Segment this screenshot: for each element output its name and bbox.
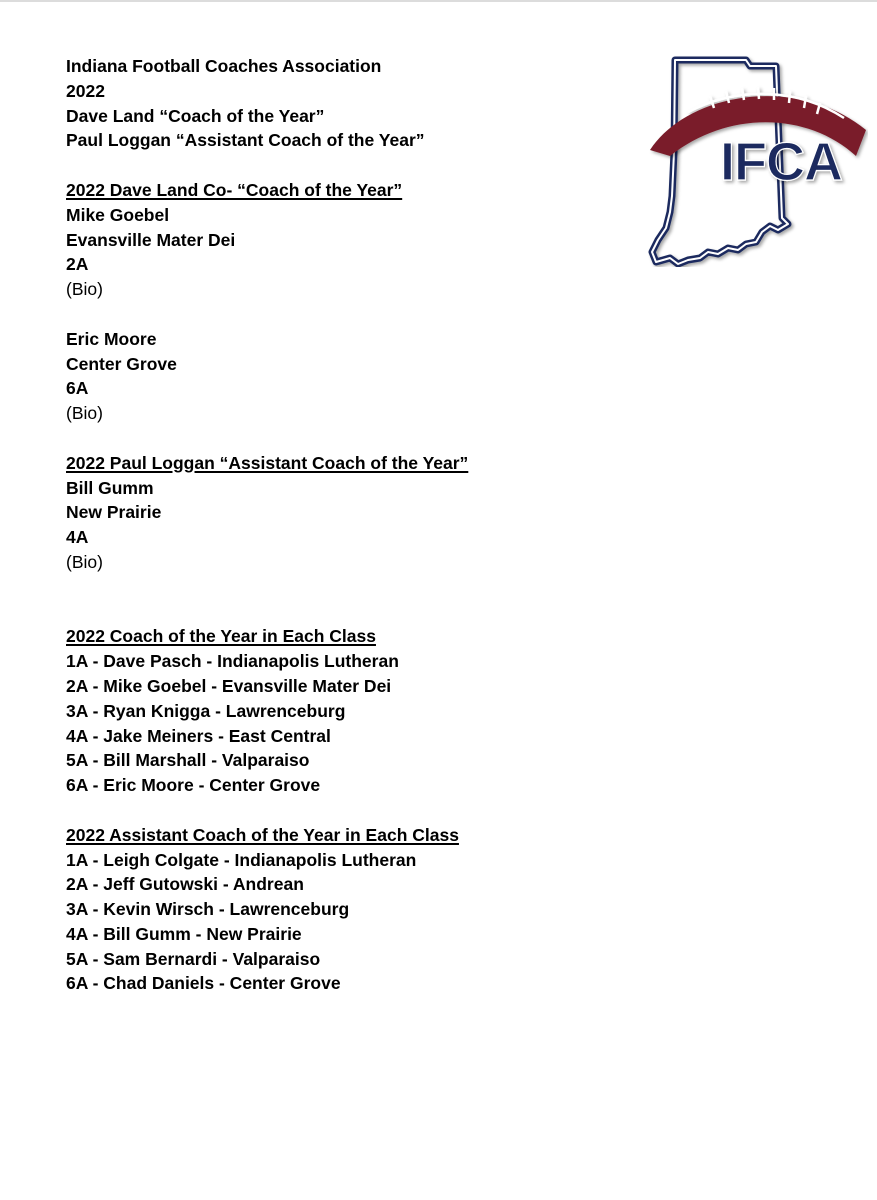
winner-class: 6A <box>66 378 89 399</box>
winner-class: 2A <box>66 254 89 275</box>
document-body <box>66 54 626 996</box>
winner-bio-link[interactable]: (Bio) <box>66 403 103 424</box>
winner-school: New Prairie <box>66 502 162 523</box>
class-acoty-section <box>66 823 626 997</box>
list-item: 1A - Dave Pasch - Indianapolis Lutheran <box>66 651 399 672</box>
coty-winner <box>66 203 626 302</box>
coty-section <box>66 178 626 426</box>
spacer <box>66 153 626 178</box>
coty-winner <box>66 327 626 426</box>
list-item: 1A - Leigh Colgate - Indianapolis Lutheran <box>66 849 417 870</box>
acoty-heading: 2022 Paul Loggan “Assistant Coach of the Year” <box>66 452 469 473</box>
winner-name: Eric Moore <box>66 328 157 349</box>
year-title: 2022 <box>66 80 105 101</box>
list-item: 3A - Kevin Wirsch - Lawrenceburg <box>66 899 350 920</box>
list-item: 2A - Mike Goebel - Evansville Mater Dei <box>66 675 392 696</box>
class-acoty-heading: 2022 Assistant Coach of the Year in Each Class <box>66 824 459 845</box>
award2-title: Paul Loggan “Assistant Coach of the Year” <box>66 130 425 151</box>
list-item: 2A - Jeff Gutowski - Andrean <box>66 874 304 895</box>
acoty-section <box>66 451 626 575</box>
list-item: 4A - Bill Gumm - New Prairie <box>66 923 302 944</box>
list-item: 5A - Sam Bernardi - Valparaiso <box>66 948 321 969</box>
spacer <box>66 302 626 327</box>
winner-class: 4A <box>66 527 89 548</box>
winner-bio-link[interactable]: (Bio) <box>66 279 103 300</box>
org-title: Indiana Football Coaches Association <box>66 56 382 76</box>
winner-bio-link[interactable]: (Bio) <box>66 551 103 572</box>
winner-school: Center Grove <box>66 353 177 374</box>
list-item: 6A - Eric Moore - Center Grove <box>66 775 321 796</box>
list-item: 3A - Ryan Knigga - Lawrenceburg <box>66 700 346 721</box>
header-block <box>66 54 626 153</box>
spacer <box>66 426 626 451</box>
class-coty-section <box>66 624 626 798</box>
coty-heading: 2022 Dave Land Co- “Coach of the Year” <box>66 179 403 200</box>
list-item: 5A - Bill Marshall - Valparaiso <box>66 750 310 771</box>
list-item: 4A - Jake Meiners - East Central <box>66 725 331 746</box>
spacer <box>66 798 626 823</box>
list-item: 6A - Chad Daniels - Center Grove <box>66 973 341 994</box>
winner-name: Bill Gumm <box>66 477 154 498</box>
winner-school: Evansville Mater Dei <box>66 229 236 250</box>
award1-title: Dave Land “Coach of the Year” <box>66 105 325 126</box>
spacer <box>66 575 626 625</box>
top-divider <box>0 0 877 2</box>
ifca-logo <box>648 52 868 267</box>
class-coty-heading: 2022 Coach of the Year in Each Class <box>66 626 376 647</box>
logo-text: IFCA <box>720 132 842 192</box>
winner-name: Mike Goebel <box>66 204 170 225</box>
